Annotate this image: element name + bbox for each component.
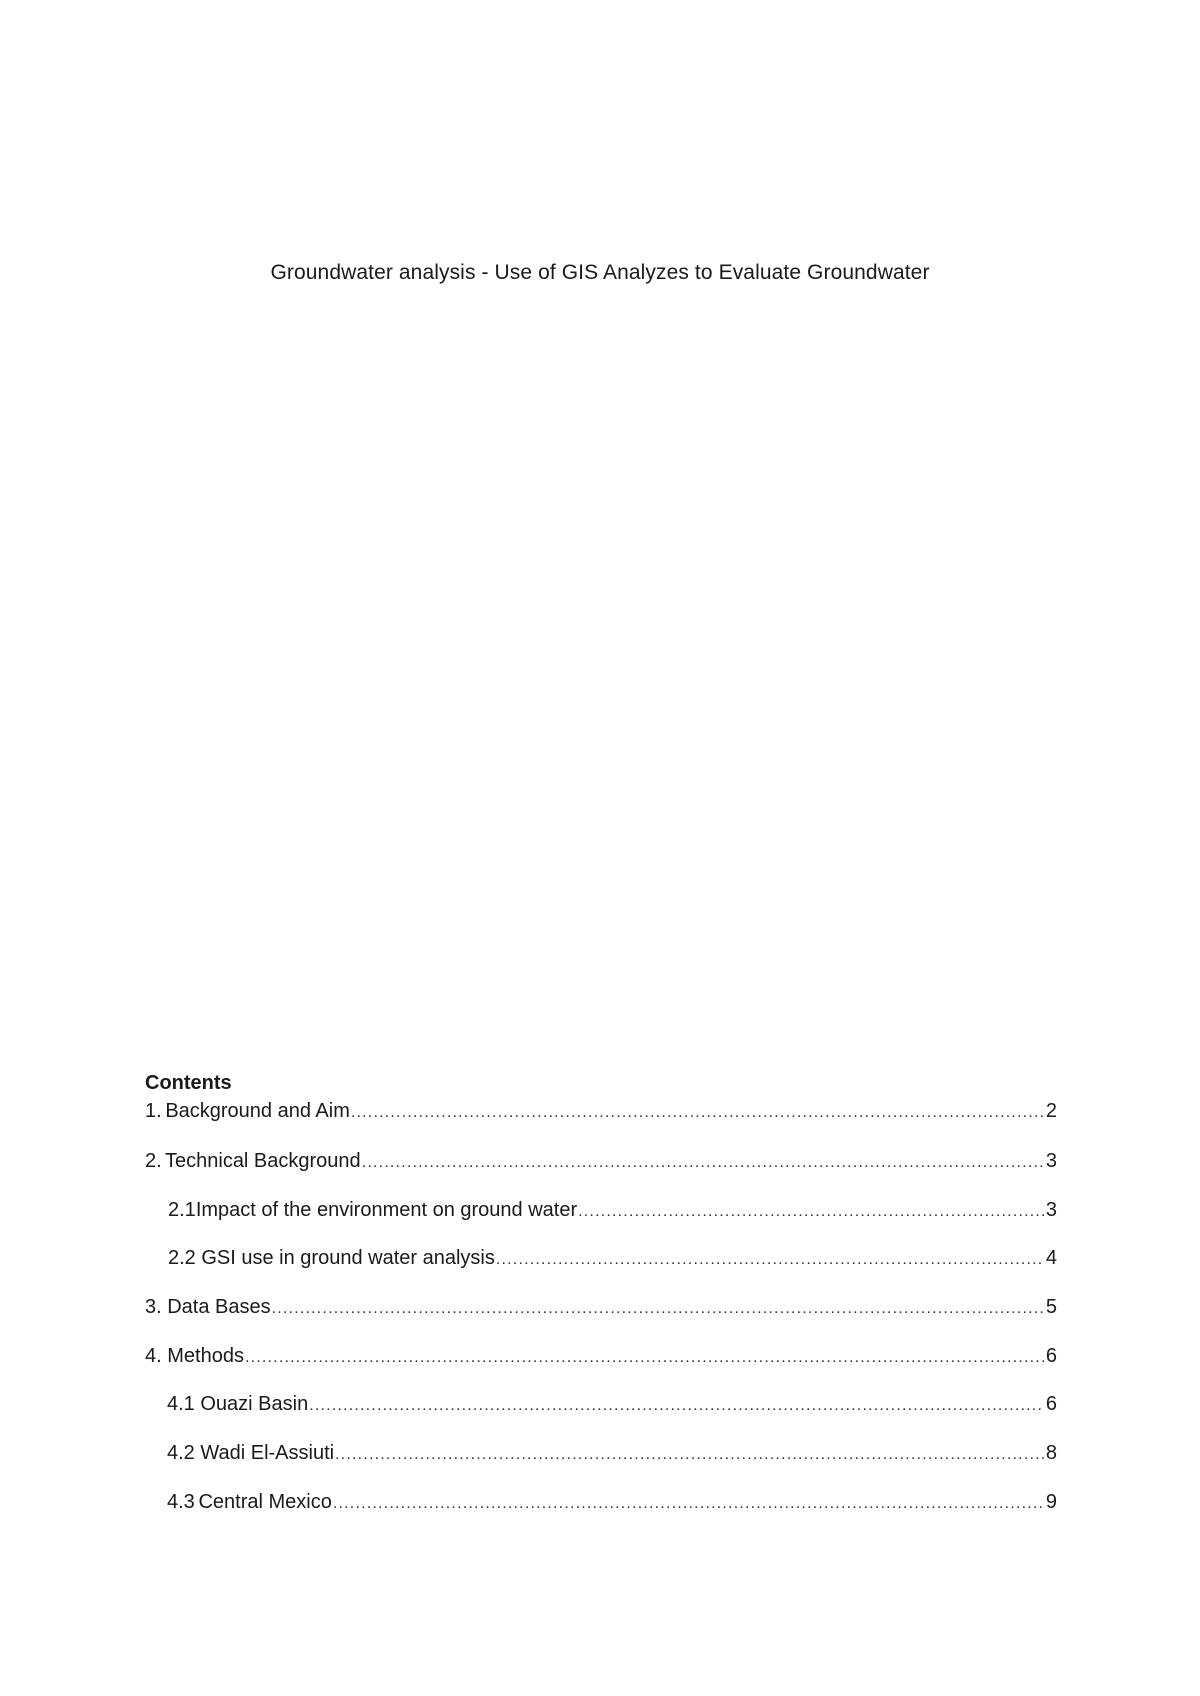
toc-entry-page: 6 [1045, 1393, 1057, 1415]
toc-dot-leader [309, 1397, 1044, 1415]
toc-dot-leader [245, 1349, 1044, 1367]
toc-dot-leader [333, 1495, 1044, 1513]
toc-entry-title: Central Mexico [198, 1491, 332, 1513]
toc-entry-impact-of-environment[interactable] [168, 1199, 1057, 1225]
toc-dot-leader [362, 1154, 1044, 1172]
toc-entry-page: 3 [1045, 1150, 1057, 1172]
toc-entry-title: 4.2 Wadi El-Assiuti [167, 1442, 335, 1464]
toc-entry-title: Background and Aim [165, 1100, 350, 1122]
toc-entry-page: 9 [1045, 1491, 1057, 1513]
toc-entry-title: Technical Background [165, 1150, 361, 1172]
toc-entry-number: 2. [145, 1150, 162, 1172]
toc-heading: Contents [145, 1072, 232, 1094]
toc-entry-page: 3 [1045, 1199, 1057, 1221]
toc-dot-leader [351, 1104, 1044, 1122]
toc-entry-gsi-use[interactable] [168, 1247, 1057, 1273]
toc-entry-data-bases[interactable] [145, 1296, 1057, 1322]
toc-entry-page: 2 [1045, 1100, 1057, 1122]
document-title: Groundwater analysis - Use of GIS Analyzes to Evaluate Groundwater [270, 261, 930, 284]
toc-entry-title: 2.2 GSI use in ground water analysis [168, 1247, 495, 1269]
toc-entry-title: Impact of the environment on ground water [195, 1199, 578, 1221]
toc-dot-leader [578, 1203, 1044, 1221]
toc-entry-technical-background[interactable] [145, 1150, 1057, 1176]
toc-entry-ouazi-basin[interactable] [167, 1393, 1057, 1419]
toc-entry-background-and-aim[interactable] [145, 1100, 1057, 1126]
toc-dot-leader [496, 1251, 1044, 1269]
toc-dot-leader [272, 1300, 1044, 1318]
toc-entry-title: 4.1 Ouazi Basin [167, 1393, 309, 1415]
toc-entry-page: 6 [1045, 1345, 1057, 1367]
toc-entry-title: 3. Data Bases [145, 1296, 271, 1318]
toc-entry-number: 1. [145, 1100, 162, 1122]
toc-entry-page: 4 [1045, 1247, 1057, 1269]
toc-entry-number: 2.1 [168, 1199, 196, 1221]
toc-entry-number: 4.3 [167, 1491, 195, 1513]
toc-entry-methods[interactable] [145, 1345, 1057, 1371]
toc-entry-central-mexico[interactable] [167, 1491, 1057, 1517]
toc-dot-leader [335, 1446, 1044, 1464]
toc-entry-wadi-el-assiuti[interactable] [167, 1442, 1057, 1468]
toc-entry-page: 5 [1045, 1296, 1057, 1318]
toc-entry-page: 8 [1045, 1442, 1057, 1464]
toc-entry-title: 4. Methods [145, 1345, 244, 1367]
